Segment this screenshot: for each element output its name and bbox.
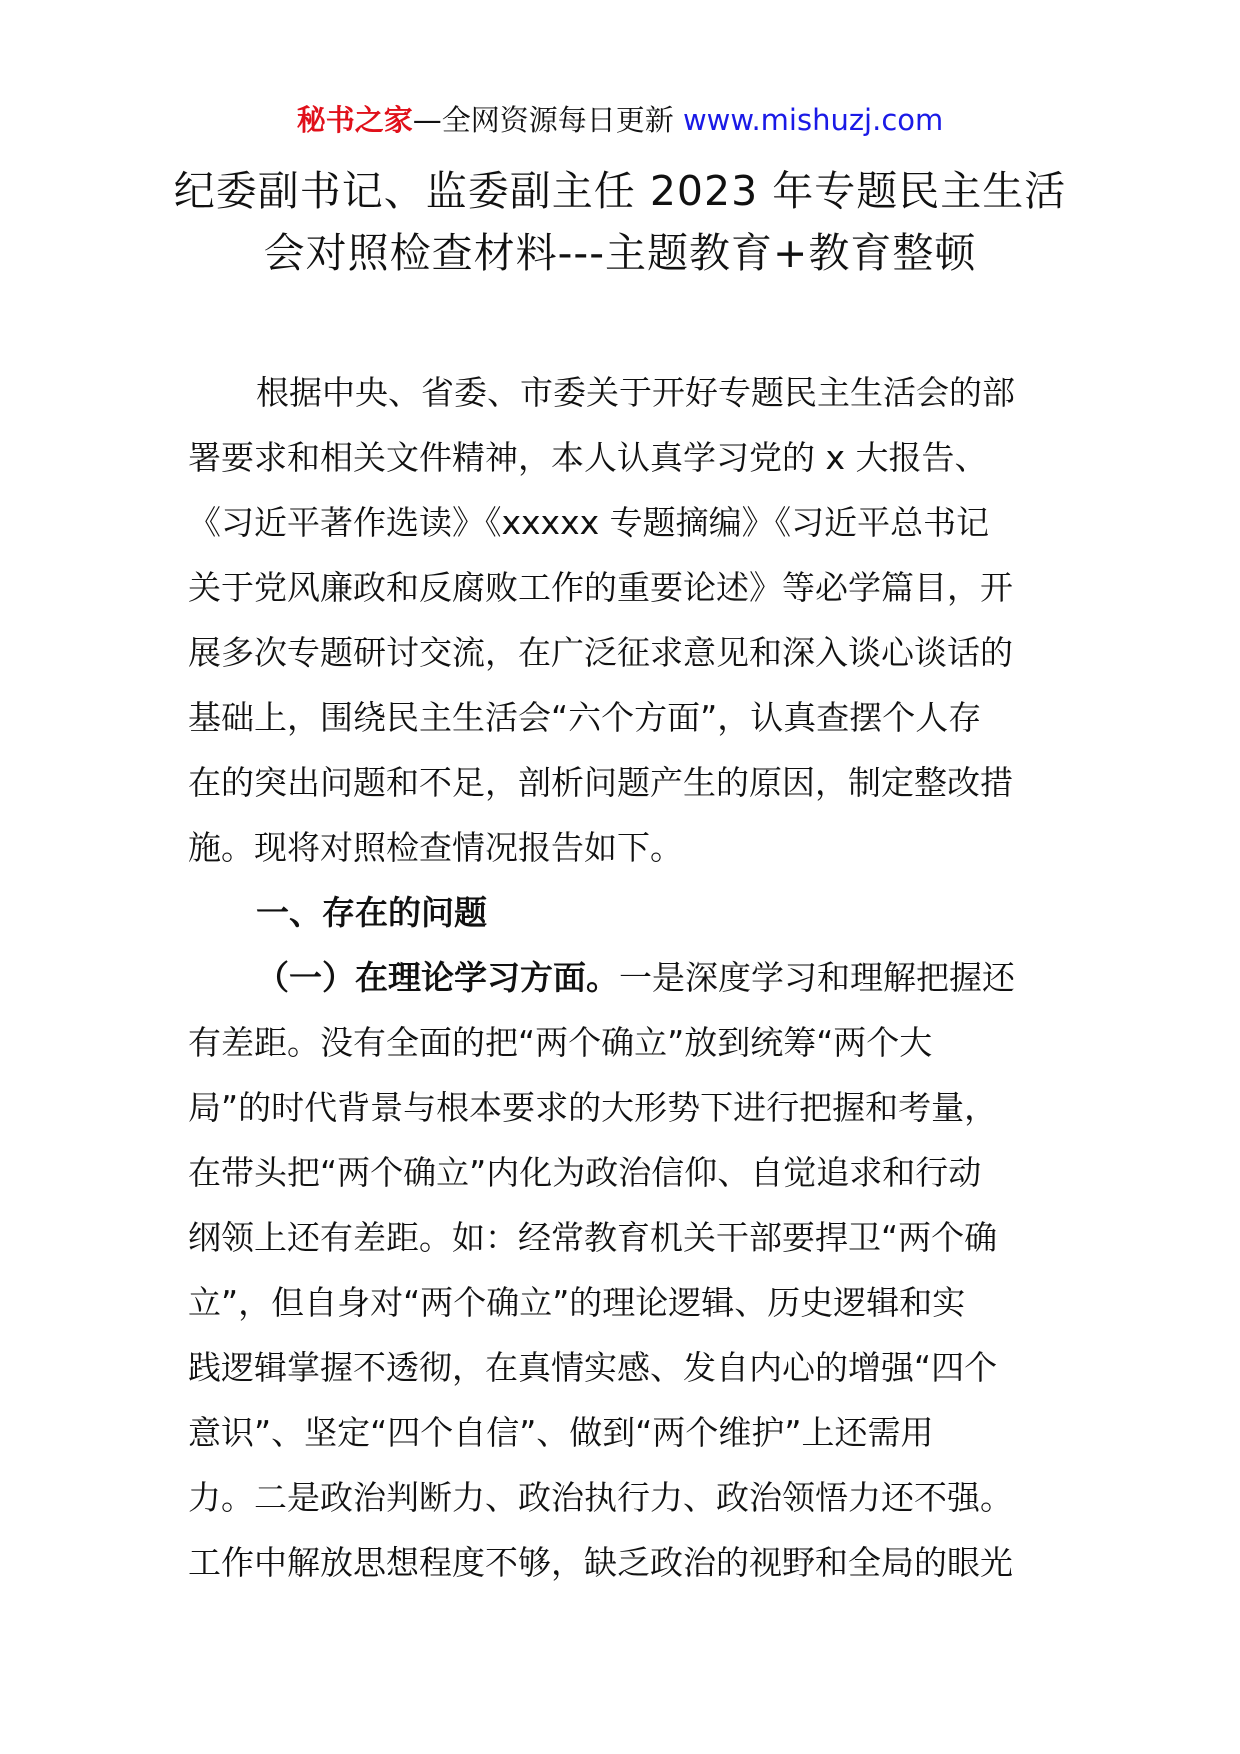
- title-line: 纪委副书记、监委副主任 2023 年专题民主生活: [173, 167, 1067, 215]
- document-title: [160, 160, 1080, 284]
- brand-name: 秘书之家: [296, 103, 413, 137]
- subsection-heading: （一）在理论学习方面。: [256, 958, 619, 997]
- paragraph-line: 施。现将对照检查情况报告如下。: [188, 828, 683, 867]
- paragraph-line: 在的突出问题和不足，剖析问题产生的原因，制定整改措: [188, 763, 1013, 802]
- paragraph-line: 在带头把“两个确立”内化为政治信仰、自觉追求和行动: [188, 1153, 982, 1192]
- paragraph-line: 展多次专题研讨交流，在广泛征求意见和深入谈心谈话的: [188, 633, 1013, 672]
- paragraph-line: 有差距。没有全面的把“两个确立”放到统筹“两个大: [188, 1023, 933, 1062]
- title-line: 会对照检查材料---主题教育+教育整顿: [263, 229, 977, 277]
- paragraph-text: 一是深度学习和理解把握还: [619, 958, 1015, 997]
- paragraph-line: 局”的时代背景与根本要求的大形势下进行把握和考量，: [188, 1088, 998, 1127]
- site-url[interactable]: www.mishuzj.com: [682, 103, 944, 137]
- paragraph-line: 关于党风廉政和反腐败工作的重要论述》等必学篇目，开: [188, 568, 1013, 607]
- paragraph-line: 意识”、坚定“四个自信”、做到“两个维护”上还需用: [188, 1413, 934, 1452]
- paragraph-line: 立”，但自身对“两个确立”的理论逻辑、历史逻辑和实: [188, 1283, 966, 1322]
- section-heading: 一、存在的问题: [256, 893, 487, 932]
- paragraph-line: 根据中央、省委、市委关于开好专题民主生活会的部: [256, 373, 1015, 412]
- paragraph-line: 工作中解放思想程度不够，缺乏政治的视野和全局的眼光: [188, 1543, 1013, 1582]
- header-tagline: —全网资源每日更新: [412, 103, 683, 137]
- paragraph-line: 践逻辑掌握不透彻，在真情实感、发自内心的增强“四个: [188, 1348, 998, 1387]
- document-body: [188, 360, 1068, 1595]
- paragraph-line: 基础上，围绕民主生活会“六个方面”，认真查摆个人存: [188, 698, 982, 737]
- paragraph-line: 《习近平著作选读》《xxxxx 专题摘编》《习近平总书记: [188, 503, 990, 542]
- subsection-first-line: [188, 945, 1068, 1010]
- site-header: [0, 100, 1240, 140]
- paragraph-line: 署要求和相关文件精神，本人认真学习党的 x 大报告、: [188, 438, 988, 477]
- paragraph-line: 力。二是政治判断力、政治执行力、政治领悟力还不强。: [188, 1478, 1013, 1517]
- paragraph-line: 纲领上还有差距。如：经常教育机关干部要捍卫“两个确: [188, 1218, 998, 1257]
